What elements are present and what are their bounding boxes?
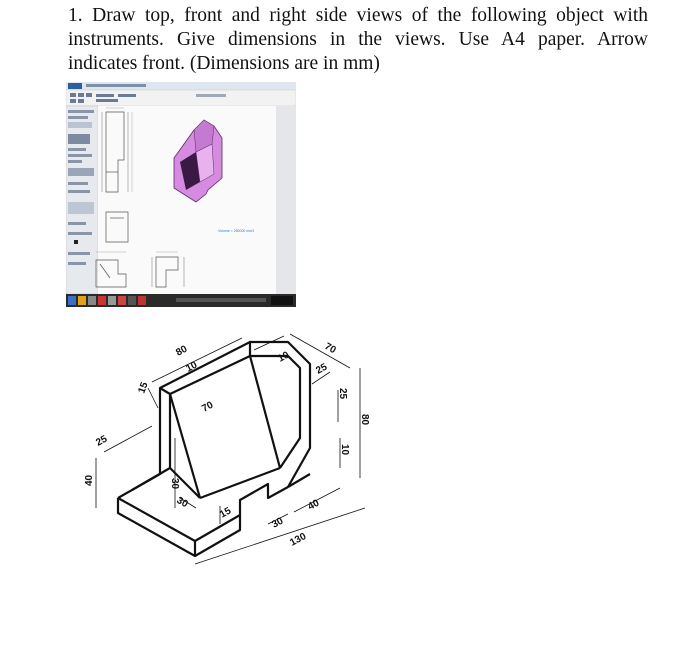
isometric-drawing	[70, 328, 400, 598]
cad-screenshot	[66, 82, 296, 307]
dim-30-bottom: 30	[270, 515, 286, 531]
cad-volume-label: Volume = 250000 mm3	[218, 229, 255, 233]
cad-drawing-area	[98, 106, 276, 294]
dim-25-left: 25	[94, 433, 110, 449]
dim-40-bottom: 40	[306, 497, 322, 513]
cad-right-panel	[276, 106, 296, 294]
dim-15-slot: 15	[218, 505, 234, 521]
cad-screenshot-svg	[66, 82, 296, 307]
dim-70-right: 70	[322, 341, 338, 357]
dim-10-right-top: 10	[276, 349, 292, 365]
dim-25-right: 25	[314, 361, 330, 377]
cad-app-button	[68, 83, 82, 89]
dim-10-right-mid: 10	[339, 444, 350, 456]
dim-25-right-vert: 25	[337, 388, 348, 400]
isometric-drawing-svg	[70, 328, 400, 598]
dim-80-top: 80	[174, 343, 190, 359]
dim-15-left: 15	[136, 380, 151, 396]
dim-30-vertical: 30	[169, 478, 180, 490]
dim-40-left: 40	[84, 474, 95, 486]
dim-130-bottom: 130	[288, 531, 309, 549]
dim-70-inner: 70	[200, 399, 216, 415]
dim-80-height: 80	[359, 414, 370, 426]
question-text	[68, 4, 648, 76]
cad-toolbar	[66, 90, 296, 106]
cad-ribbon-tools	[86, 84, 146, 87]
dim-30-lower: 30	[174, 495, 190, 511]
question-paragraph: 1. Draw top, front and right side views of the following object with instruments. Give dimensions in the views. Use A4 paper. Arrow indicates front. (Dimensions are in mm)	[68, 5, 648, 74]
dim-10-top: 10	[184, 359, 200, 375]
